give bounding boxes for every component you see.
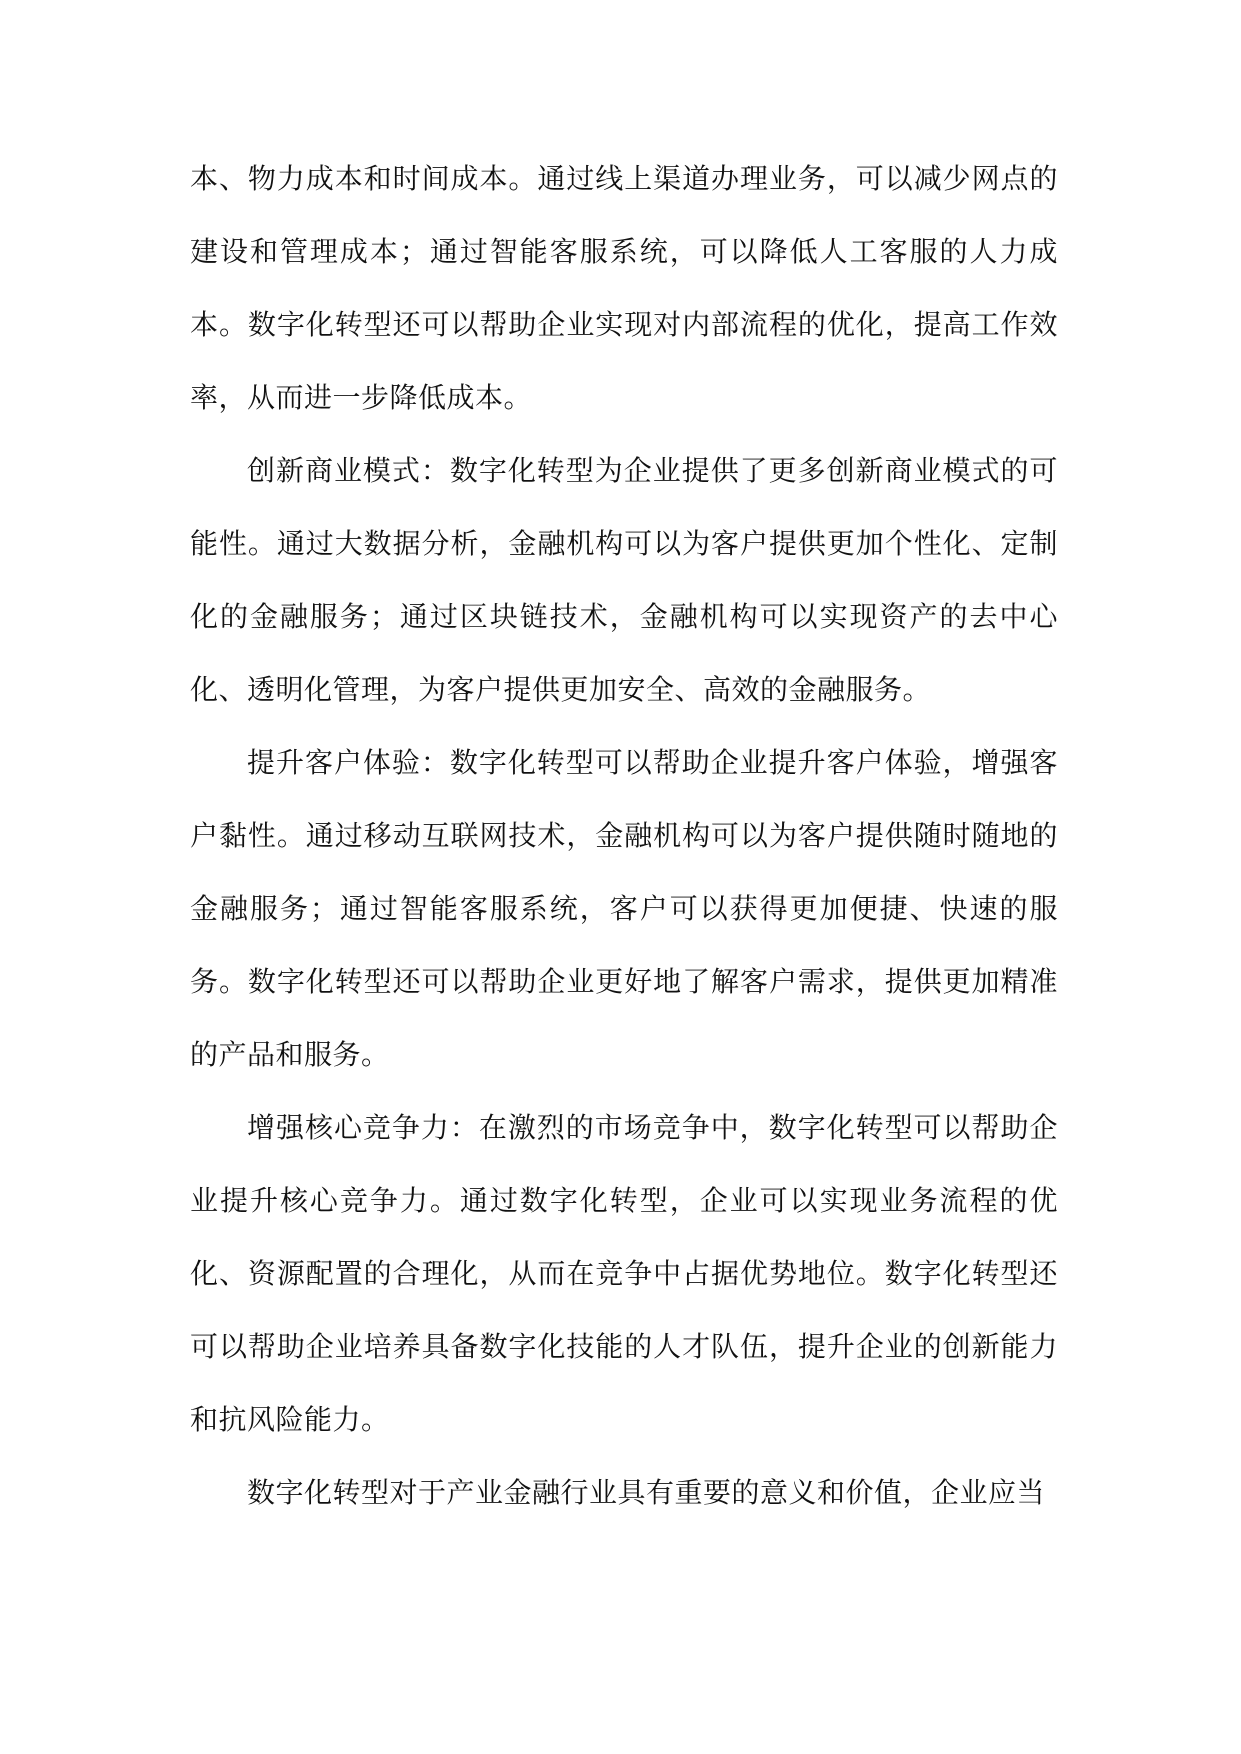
paragraph-continuation: 本、物力成本和时间成本。通过线上渠道办理业务，可以减少网点的建设和管理成本；通过智能客服系统，可以降低人工客服的人力成本。数字化转型还可以帮助企业实现对内部流程的优化，提高工作效率，从而进一步降低成本。 <box>190 162 1058 414</box>
paragraph-customer-experience: 提升客户体验：数字化转型可以帮助企业提升客户体验，增强客户黏性。通过移动互联网技术，金融机构可以为客户提供随时随地的金融服务；通过智能客服系统，客户可以获得更加便捷、快速的服务。数字化转型还可以帮助企业更好地了解客户需求，提供更加精准的产品和服务。 <box>190 746 1058 1071</box>
paragraph-business-model: 创新商业模式：数字化转型为企业提供了更多创新商业模式的可能性。通过大数据分析，金融机构可以为客户提供更加个性化、定制化的金融服务；通过区块链技术，金融机构可以实现资产的去中心化、透明化管理，为客户提供更加安全、高效的金融服务。 <box>190 454 1058 706</box>
document-body <box>190 142 1058 1529</box>
paragraph-core-competitiveness: 增强核心竞争力：在激烈的市场竞争中，数字化转型可以帮助企业提升核心竞争力。通过数字化转型，企业可以实现业务流程的优化、资源配置的合理化，从而在竞争中占据优势地位。数字化转型还可以帮助企业培养具备数字化技能的人才队伍，提升企业的创新能力和抗风险能力。 <box>190 1111 1058 1436</box>
paragraph-conclusion: 数字化转型对于产业金融行业具有重要的意义和价值，企业应当 <box>247 1476 1046 1509</box>
